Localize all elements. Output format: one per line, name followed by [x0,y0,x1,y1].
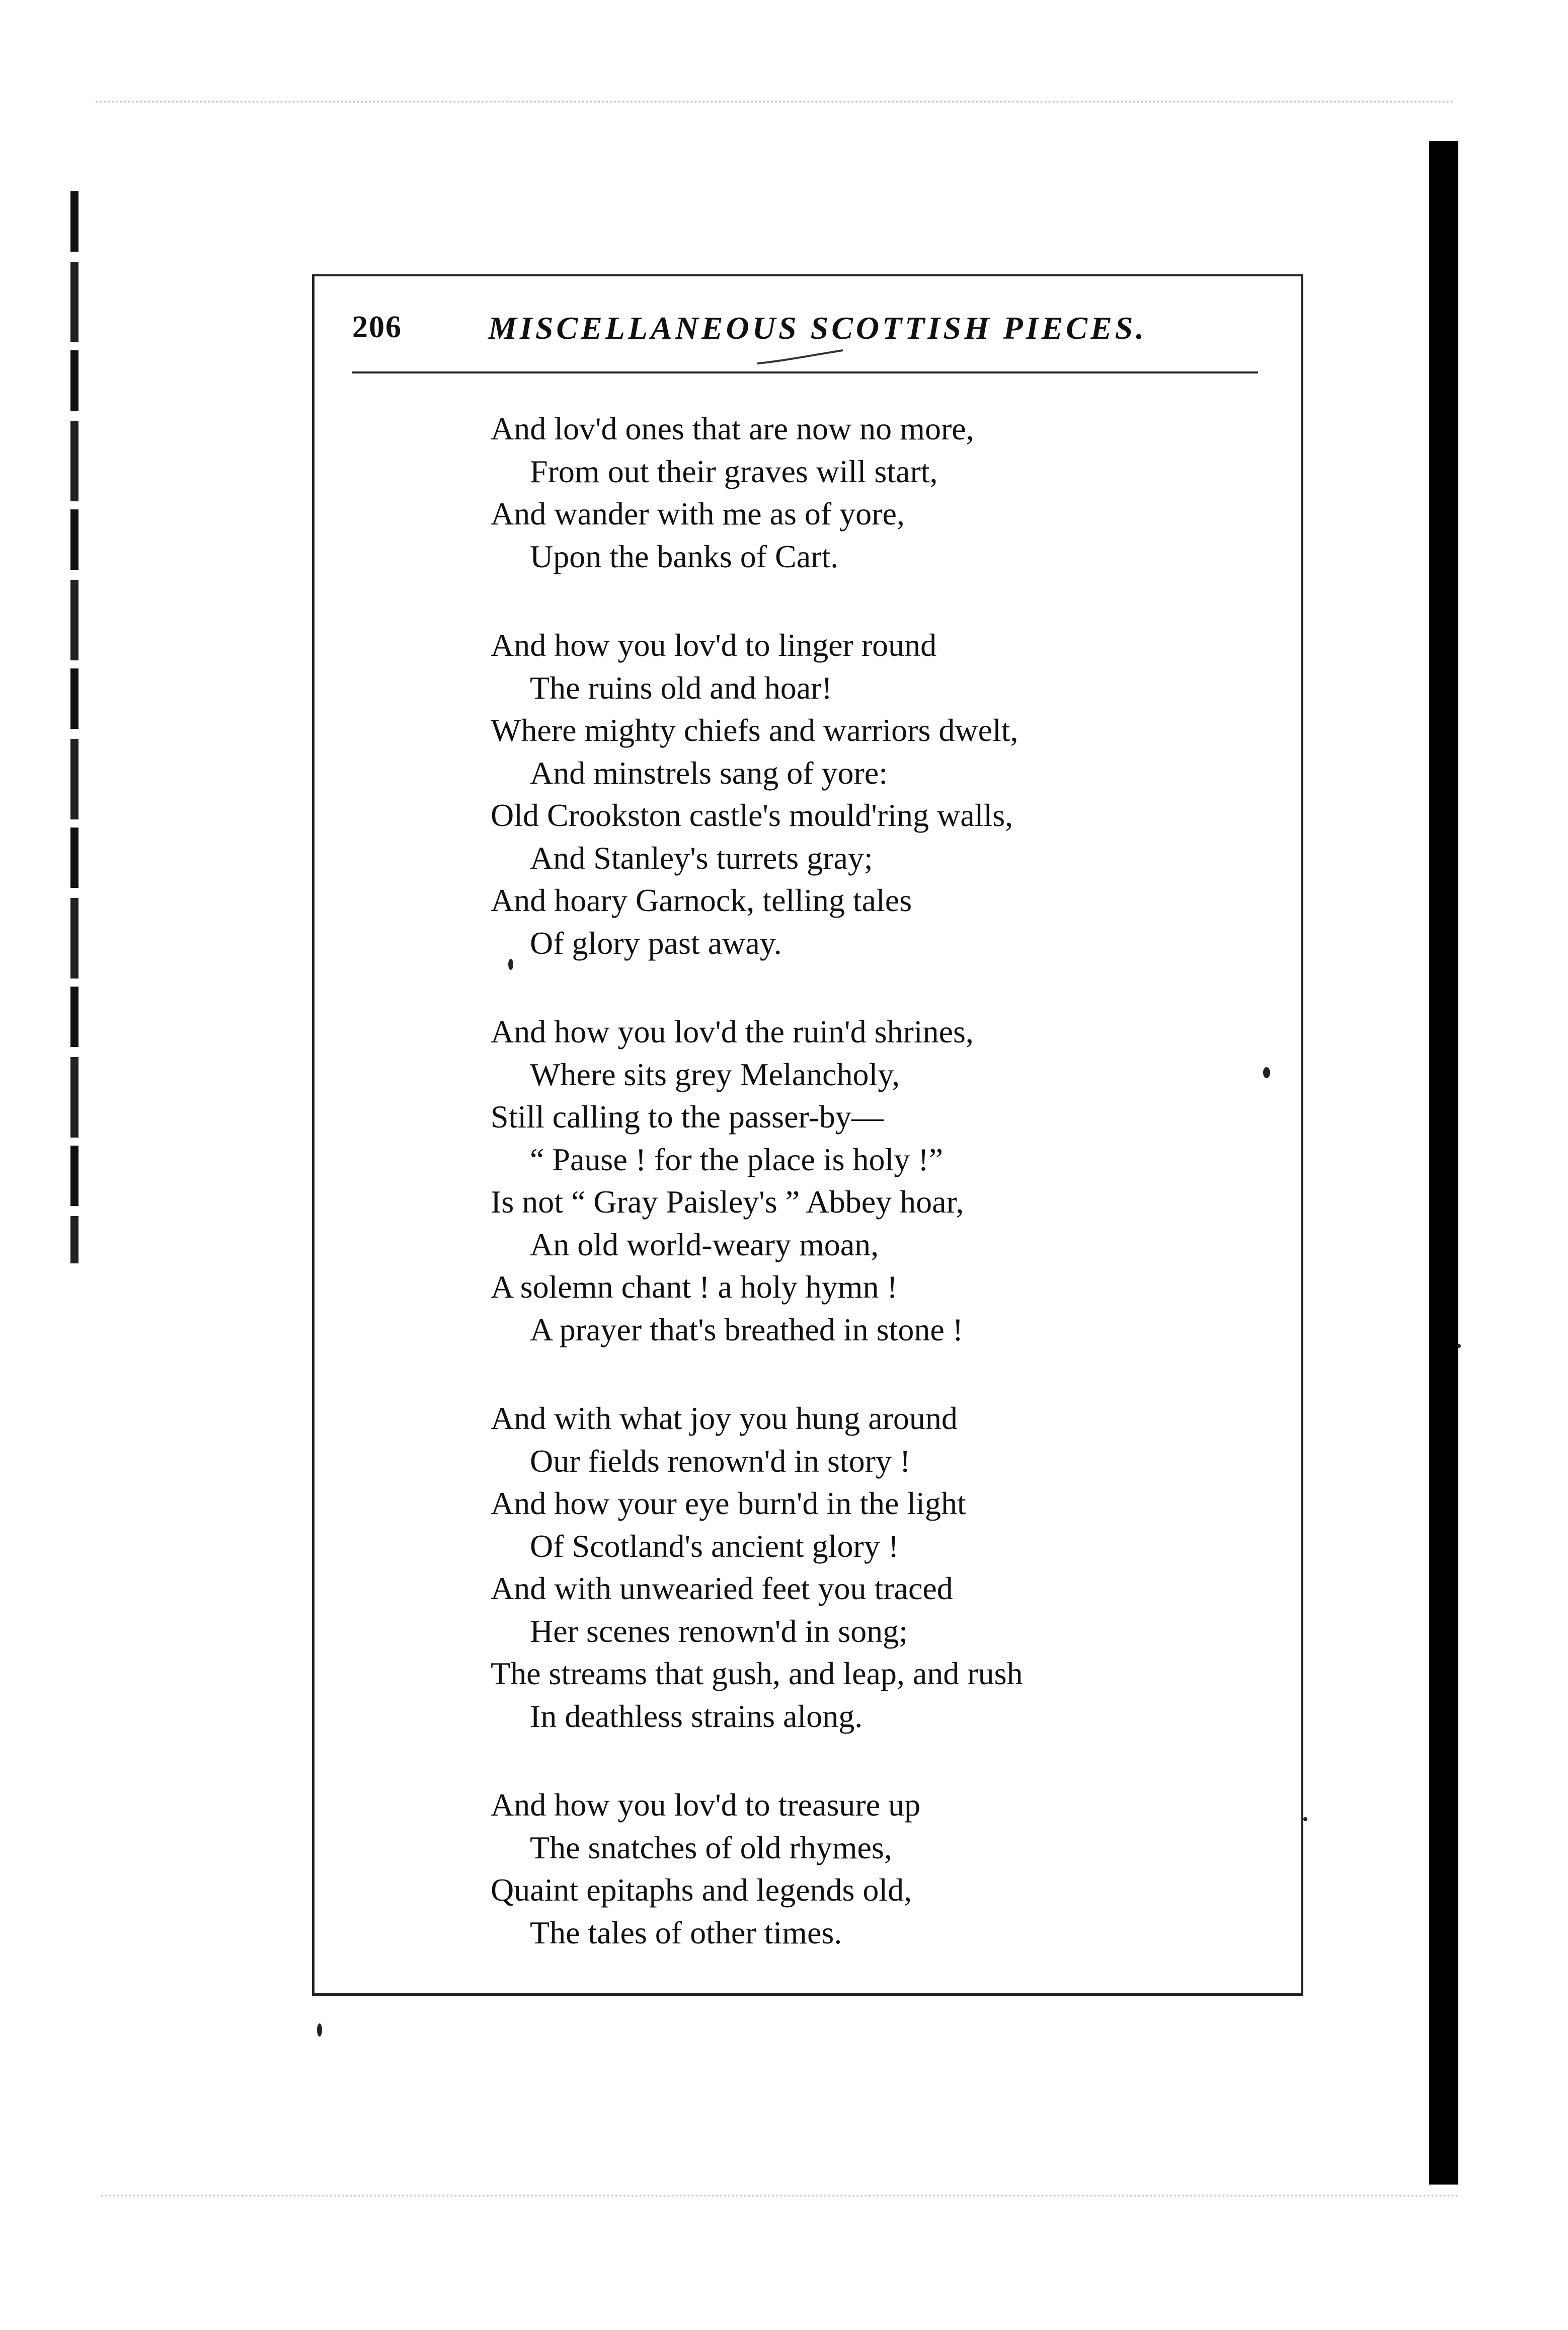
poem-line: Is not “ Gray Paisley's ” Abbey hoar, [491,1184,964,1220]
poem-line: The streams that gush, and leap, and rush [491,1656,1023,1691]
poem-line: And with what joy you hung around [491,1400,958,1436]
poem-line: In deathless strains along. [530,1698,863,1734]
poem-line: And how your eye burn'd in the light [491,1485,966,1521]
poem-line: Of Scotland's ancient glory ! [530,1528,899,1564]
stanza [491,408,1256,578]
poem-line: And how you lov'd to treasure up [491,1787,921,1823]
poem-line: And minstrels sang of yore: [530,755,888,791]
stanza [491,1784,1256,1954]
poem-line: Where mighty chiefs and warriors dwelt, [491,712,1018,748]
page-number: 206 [352,310,402,344]
poem-line: Upon the banks of Cart. [530,538,839,574]
poem-line: “ Pause ! for the place is holy !” [530,1141,944,1177]
poem-line: The ruins old and hoar! [530,669,832,706]
speck [1457,1344,1461,1348]
poem-line: And lov'd ones that are now no more, [491,411,974,446]
scan-edge-top [96,101,1454,123]
poem-line: And wander with me as of yore, [491,496,905,532]
poem-line: The snatches of old rhymes, [530,1829,892,1865]
header-rule [352,371,1258,373]
poem-line: An old world-weary moan, [530,1226,879,1262]
poem-line: A prayer that's breathed in stone ! [530,1311,964,1347]
binding-shadow-left [70,191,79,1263]
poem-line: The tales of other times. [530,1914,842,1950]
poem-line: Where sits grey Melancholy, [530,1056,900,1092]
scan-edge-bottom [101,2195,1459,2217]
poem-line: A solemn chant ! a holy hymn ! [491,1269,898,1305]
speck [317,2023,322,2037]
poem-line: Old Crookston castle's mould'ring walls, [491,797,1013,833]
poem-line: And how you lov'd the ruin'd shrines, [491,1014,974,1049]
binding-shadow-right [1429,141,1458,2185]
running-title: MISCELLANEOUS SCOTTISH PIECES. [488,310,1147,346]
poem-line: Of glory past away. [530,925,782,961]
poem-line: Still calling to the passer-by— [491,1099,884,1135]
poem-line: And with unwearied feet you traced [491,1570,953,1606]
poem-line: Her scenes renown'd in song; [530,1613,908,1649]
poem [491,408,1256,2000]
stanza [491,1397,1256,1738]
poem-line: And Stanley's turrets gray; [530,840,873,876]
header-flourish [755,347,845,367]
poem-line: Quaint epitaphs and legends old, [491,1872,912,1908]
poem-line: And how you lov'd to linger round [491,627,937,663]
speck [1303,1817,1307,1821]
stanza [491,624,1256,964]
poem-line: Our fields renown'd in story ! [530,1443,911,1479]
stanza [491,1011,1256,1351]
poem-line: From out their graves will start, [530,453,938,489]
poem-line: And hoary Garnock, telling tales [491,882,912,918]
